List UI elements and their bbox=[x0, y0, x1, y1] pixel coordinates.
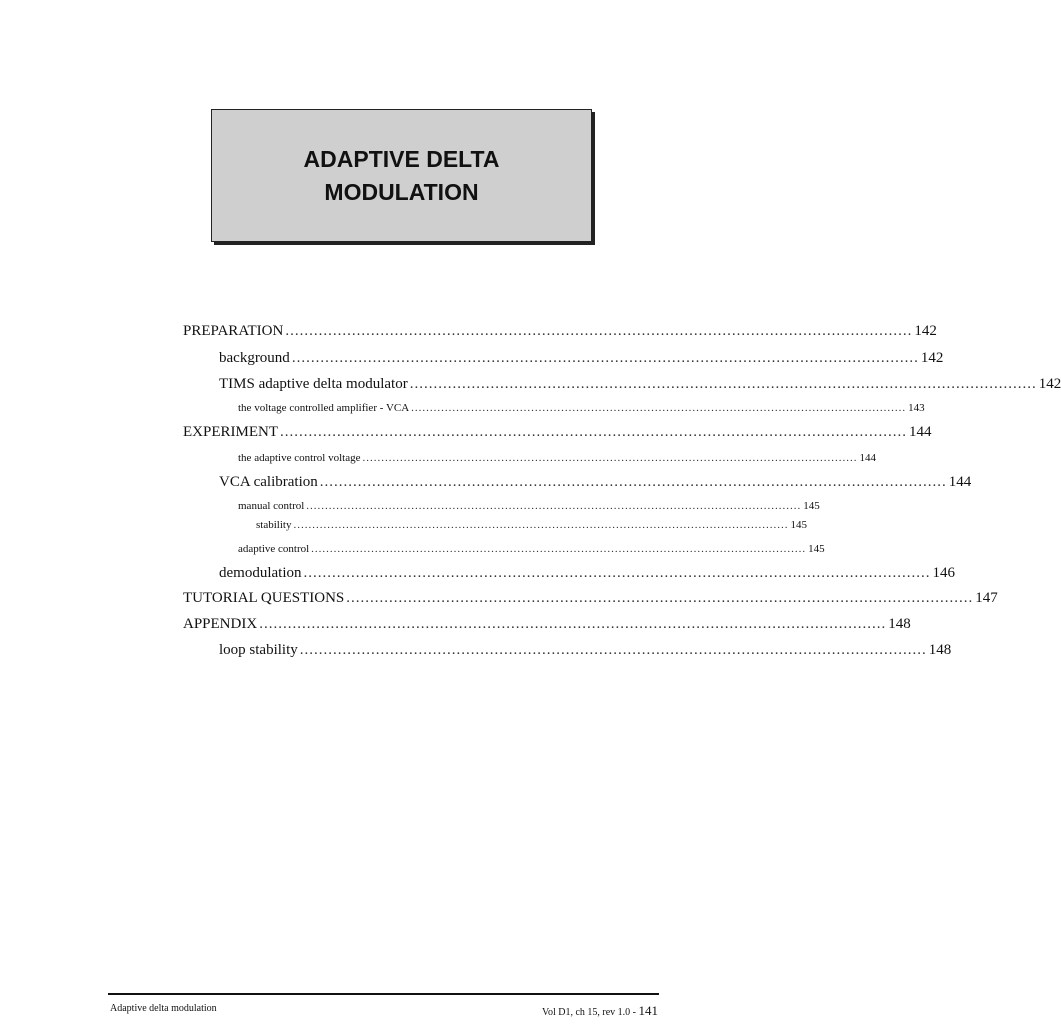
toc-dot-leader: .................................................................................................................................... bbox=[285, 323, 913, 339]
toc-entry-page: 142 bbox=[914, 323, 937, 339]
toc-entry-page: 144 bbox=[909, 424, 932, 440]
toc-dot-leader: .................................................................................................................................... bbox=[291, 350, 919, 366]
toc-entry-preparation[interactable] bbox=[183, 323, 937, 340]
toc-entry-page: 145 bbox=[803, 500, 820, 512]
toc-dot-leader: .................................................................................................................................... bbox=[362, 452, 858, 464]
toc-entry-tutorial-questions[interactable] bbox=[183, 590, 998, 607]
toc-entry-page: 145 bbox=[790, 519, 807, 531]
toc-entry-manual-control[interactable] bbox=[238, 500, 820, 512]
toc-entry-page: 146 bbox=[932, 565, 955, 581]
toc-entry-background[interactable] bbox=[219, 350, 944, 367]
toc-entry-page: 142 bbox=[1038, 376, 1061, 392]
toc-entry-label: TUTORIAL QUESTIONS bbox=[183, 590, 345, 606]
toc-entry-label: background bbox=[219, 350, 290, 366]
toc-entry-label: stability bbox=[256, 519, 292, 531]
footer-page-info bbox=[542, 1003, 658, 1019]
toc-entry-adaptive-control[interactable] bbox=[238, 543, 825, 555]
toc-dot-leader: .................................................................................................................................... bbox=[259, 616, 887, 632]
toc-entry-page: 148 bbox=[888, 616, 911, 632]
toc-entry-adaptive-control-voltage[interactable] bbox=[238, 452, 876, 464]
toc-dot-leader: .................................................................................................................................... bbox=[411, 402, 907, 414]
toc-dot-leader: .................................................................................................................................... bbox=[346, 590, 974, 606]
footer-divider bbox=[108, 993, 659, 995]
toc-entry-vca[interactable] bbox=[238, 402, 925, 414]
toc-entry-label: adaptive control bbox=[238, 543, 310, 555]
toc-entry-page: 148 bbox=[928, 642, 952, 658]
toc-dot-leader: .................................................................................................................................... bbox=[311, 543, 807, 555]
footer-page-number: 141 bbox=[638, 1003, 658, 1018]
toc-entry-stability[interactable] bbox=[256, 519, 807, 531]
toc-entry-label: APPENDIX bbox=[183, 616, 258, 632]
toc-dot-leader: .................................................................................................................................... bbox=[409, 376, 1037, 392]
toc-entry-label: TIMS adaptive delta modulator bbox=[219, 376, 408, 392]
toc-entry-page: 143 bbox=[908, 402, 925, 414]
chapter-title-box bbox=[211, 109, 592, 242]
toc-entry-vca-calibration[interactable] bbox=[219, 474, 972, 491]
toc-entry-label: loop stability bbox=[219, 642, 298, 658]
footer-chapter-name: Adaptive delta modulation bbox=[110, 1003, 217, 1014]
toc-dot-leader: .................................................................................................................................... bbox=[303, 565, 931, 581]
toc-entry-experiment[interactable] bbox=[183, 424, 932, 441]
chapter-title bbox=[304, 143, 500, 209]
toc-entry-page: 144 bbox=[859, 452, 876, 464]
toc-entry-appendix[interactable] bbox=[183, 616, 911, 633]
toc-dot-leader: .................................................................................................................................... bbox=[319, 474, 947, 490]
footer-volume-revision: Vol D1, ch 15, rev 1.0 - bbox=[542, 1007, 636, 1018]
toc-entry-page: 144 bbox=[948, 474, 972, 490]
toc-entry-page: 147 bbox=[975, 590, 998, 606]
toc-entry-label: the voltage controlled amplifier - VCA bbox=[238, 402, 410, 414]
toc-entry-label: PREPARATION bbox=[183, 323, 284, 339]
toc-dot-leader: .................................................................................................................................... bbox=[299, 642, 927, 658]
toc-entry-label: the adaptive control voltage bbox=[238, 452, 361, 464]
toc-dot-leader: .................................................................................................................................... bbox=[306, 500, 802, 512]
chapter-title-line-2: MODULATION bbox=[324, 178, 479, 205]
toc-entry-page: 142 bbox=[920, 350, 944, 366]
toc-entry-label: VCA calibration bbox=[219, 474, 318, 490]
toc-entry-label: manual control bbox=[238, 500, 305, 512]
chapter-title-line-1: ADAPTIVE DELTA bbox=[303, 145, 500, 172]
toc-entry-demodulation[interactable] bbox=[219, 565, 955, 582]
toc-entry-label: EXPERIMENT bbox=[183, 424, 278, 440]
toc-entry-loop-stability[interactable] bbox=[219, 642, 952, 659]
toc-entry-tims-adaptive-delta-modulator[interactable] bbox=[219, 376, 1061, 393]
toc-dot-leader: .................................................................................................................................... bbox=[280, 424, 907, 440]
toc-entry-page: 145 bbox=[808, 543, 825, 555]
toc-dot-leader: .................................................................................................................................... bbox=[293, 519, 789, 531]
toc-entry-label: demodulation bbox=[219, 565, 302, 581]
